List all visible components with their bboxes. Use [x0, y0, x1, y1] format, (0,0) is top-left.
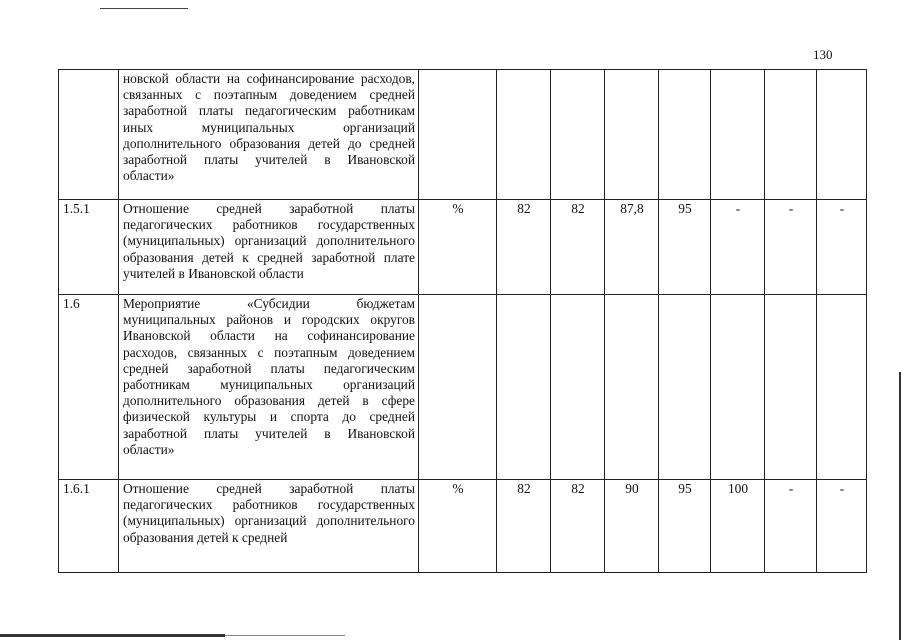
- table-row: [59, 200, 867, 295]
- value-cell: 95: [659, 480, 711, 573]
- indicator-table: [58, 69, 867, 573]
- value-cell: 90: [605, 480, 659, 573]
- row-number: 1.6: [59, 295, 119, 480]
- value-cell: -: [817, 480, 867, 573]
- scan-edge: [899, 372, 901, 640]
- value-cell: -: [765, 200, 817, 295]
- value-cell: -: [711, 200, 765, 295]
- value-cell: [817, 70, 867, 200]
- row-unit: %: [419, 200, 497, 295]
- value-cell: [659, 295, 711, 480]
- value-cell: 87,8: [605, 200, 659, 295]
- value-cell: -: [817, 200, 867, 295]
- table-row: [59, 295, 867, 480]
- value-cell: [659, 70, 711, 200]
- value-cell: -: [765, 480, 817, 573]
- row-unit: %: [419, 480, 497, 573]
- value-cell: 82: [551, 200, 605, 295]
- value-cell: [605, 70, 659, 200]
- value-cell: [551, 70, 605, 200]
- table-row: [59, 70, 867, 200]
- value-cell: 100: [711, 480, 765, 573]
- value-cell: [711, 70, 765, 200]
- row-unit: [419, 295, 497, 480]
- value-cell: [817, 295, 867, 480]
- value-cell: [497, 295, 551, 480]
- row-description: Мероприятие «Субсидии бюджетам муниципальных районов и городских округов Ивановской области на софинансирование расходов, связанных с поэтапным доведением средней заработной платы педагогическим работникам муниципальных организаций дополнительного образования детей в сфере физической культуры и спорта до средней заработной платы учителей в Ивановской области»: [119, 295, 419, 480]
- row-description: Отношение средней заработной платы педагогических работников государственных (муниципальных) организаций дополнительного образования детей к средней заработной плате учителей в Ивановской области: [119, 200, 419, 295]
- row-unit: [419, 70, 497, 200]
- value-cell: [711, 295, 765, 480]
- table-row: [59, 480, 867, 573]
- header-rule: [100, 8, 188, 9]
- row-number: [59, 70, 119, 200]
- row-number: 1.6.1: [59, 480, 119, 573]
- value-cell: 82: [497, 200, 551, 295]
- scan-artifact: [225, 635, 345, 636]
- value-cell: [765, 295, 817, 480]
- page-number: 130: [813, 47, 833, 62]
- scan-artifact: [0, 634, 225, 637]
- value-cell: 95: [659, 200, 711, 295]
- row-description: Отношение средней заработной платы педагогических работников государственных (муниципальных) организаций дополнительного образования детей к средней: [119, 480, 419, 573]
- row-description: новской области на софинансирование расходов, связанных с поэтапным доведением средней заработной платы педагогическим работникам иных муниципальных организаций дополнительного образования детей до средней заработной платы учителей в Ивановской области»: [119, 70, 419, 200]
- value-cell: [551, 295, 605, 480]
- value-cell: [765, 70, 817, 200]
- value-cell: [497, 70, 551, 200]
- row-number: 1.5.1: [59, 200, 119, 295]
- value-cell: [605, 295, 659, 480]
- value-cell: 82: [497, 480, 551, 573]
- value-cell: 82: [551, 480, 605, 573]
